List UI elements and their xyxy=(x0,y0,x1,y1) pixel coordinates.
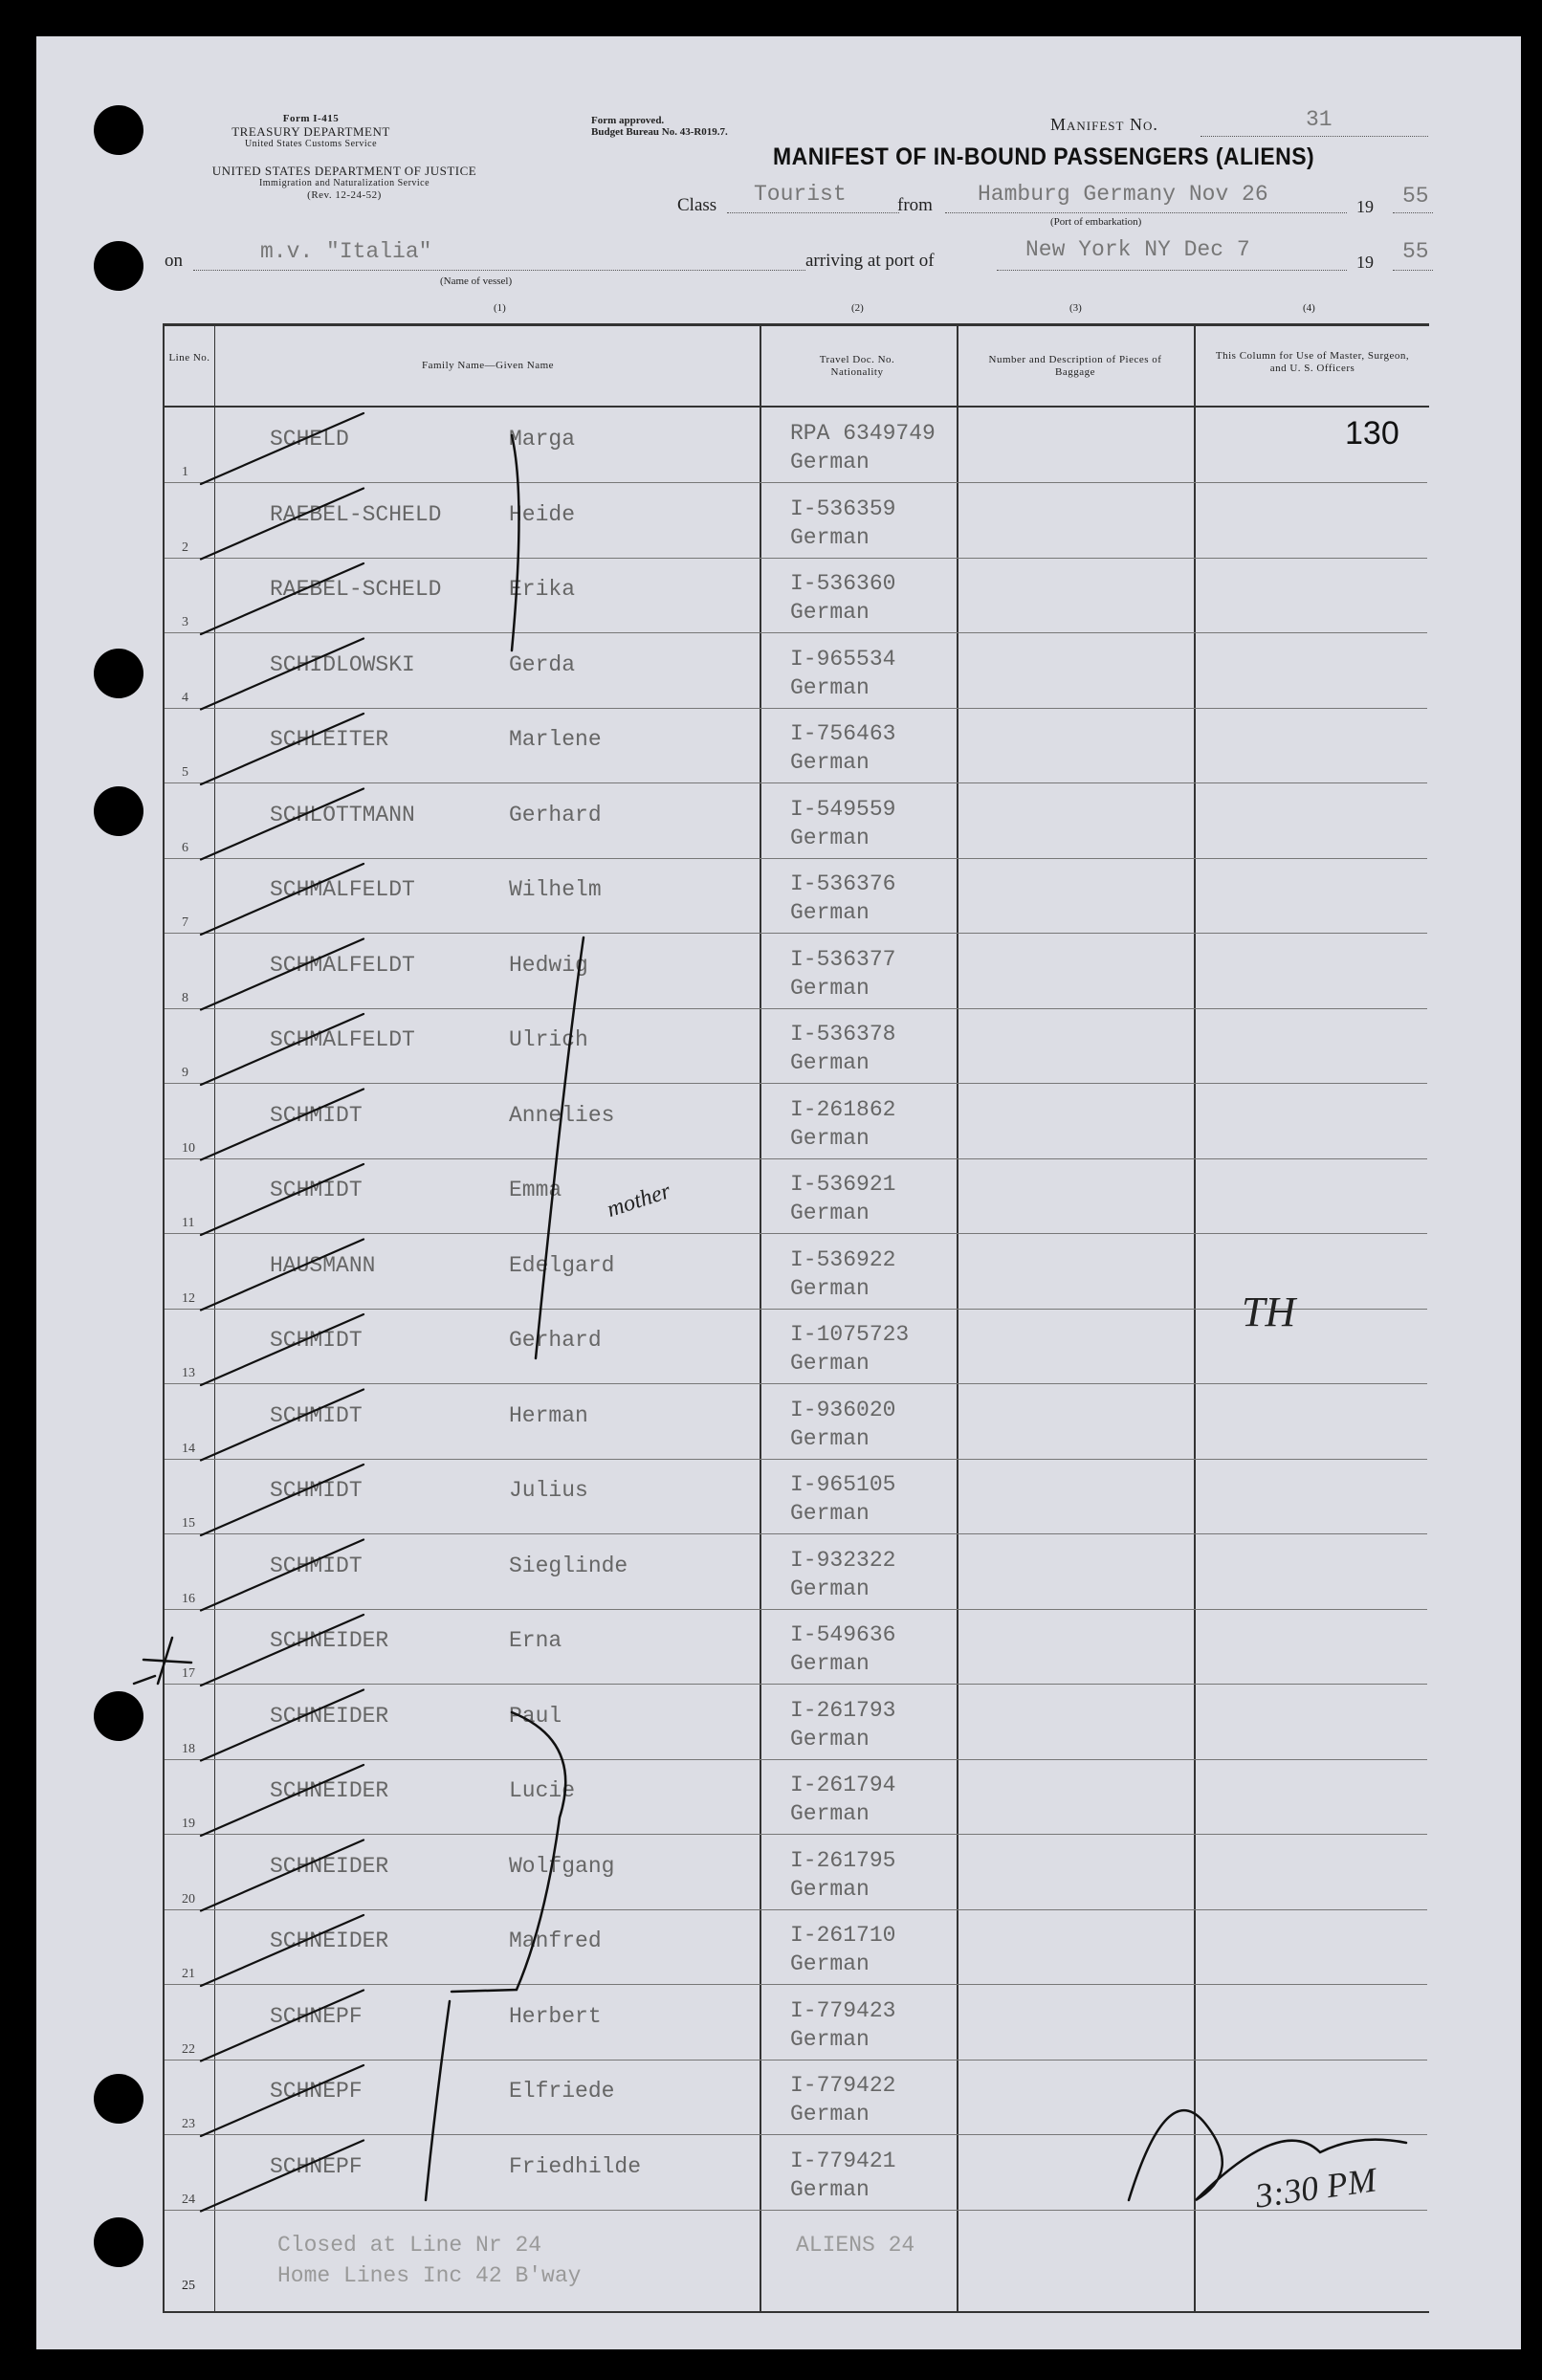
travel-doc-number: I-536360 xyxy=(790,571,896,596)
line-number: 23 xyxy=(182,2117,195,2131)
given-name: Erna xyxy=(509,1628,562,1653)
nationality: German xyxy=(790,1726,870,1752)
given-name: Lucie xyxy=(509,1778,576,1803)
year-value-1: 55 xyxy=(1402,184,1429,209)
col-header-travel-doc: Travel Doc. No. Nationality xyxy=(819,354,895,378)
port-embarkation-caption: (Port of embarkation) xyxy=(1050,216,1142,228)
line-number: 5 xyxy=(182,765,188,780)
check-mark xyxy=(201,1765,363,1836)
arrival-port-date: New York NY Dec 7 xyxy=(1025,237,1250,262)
line-number: 6 xyxy=(182,840,188,855)
family-name: SCHNEIDER xyxy=(270,1928,389,1953)
given-name: Gerda xyxy=(509,651,576,677)
closing-company: Home Lines Inc 42 B'way xyxy=(277,2263,582,2288)
nationality: German xyxy=(790,1125,870,1151)
check-mark xyxy=(201,1014,363,1085)
from-value: Hamburg Germany Nov 26 xyxy=(978,182,1268,207)
nationality: German xyxy=(790,2102,870,2127)
vessel-name: m.v. "Italia" xyxy=(260,239,432,264)
line-number: 1 xyxy=(182,465,188,479)
stamp-number: 130 xyxy=(1345,415,1399,452)
dept-treasury-sub: United States Customs Service xyxy=(244,139,378,149)
given-name: Marlene xyxy=(509,727,602,752)
form-approved: Form approved. xyxy=(591,115,665,126)
given-name: Elfriede xyxy=(509,2079,615,2104)
line-number: 15 xyxy=(182,1516,195,1531)
given-name: Erika xyxy=(509,577,576,602)
family-name: SCHNEPF xyxy=(270,2153,363,2179)
travel-doc-number: I-779422 xyxy=(790,2073,896,2098)
travel-doc-number: I-965105 xyxy=(790,1472,896,1497)
family-name: SCHNEIDER xyxy=(270,1703,389,1729)
year-prefix-2: 19 xyxy=(1356,253,1374,272)
given-name: Gerhard xyxy=(509,1328,602,1353)
class-value: Tourist xyxy=(754,182,847,207)
given-name: Sieglinde xyxy=(509,1553,628,1578)
line-number: 12 xyxy=(182,1290,195,1306)
family-name: SCHMALFELDT xyxy=(270,1027,415,1052)
line-number: 8 xyxy=(182,990,188,1005)
check-mark xyxy=(201,1090,363,1160)
nationality: German xyxy=(790,900,870,925)
given-name: Wolfgang xyxy=(509,1853,615,1879)
on-label: on xyxy=(165,251,183,271)
nationality: German xyxy=(790,674,870,700)
check-mark xyxy=(201,413,363,484)
family-name: SCHMALFELDT xyxy=(270,877,415,902)
check-mark xyxy=(201,489,363,560)
closing-aliens-count: ALIENS 24 xyxy=(796,2233,915,2258)
given-name: Julius xyxy=(509,1478,588,1503)
manifest-title: MANIFEST OF IN-BOUND PASSENGERS (ALIENS) xyxy=(773,143,1315,170)
nationality: German xyxy=(790,1201,870,1225)
given-name: Ulrich xyxy=(509,1027,588,1052)
family-name: SCHMIDT xyxy=(270,1102,363,1128)
year-value-2: 55 xyxy=(1402,239,1429,264)
col-header-name: Family Name—Given Name xyxy=(421,360,555,371)
col-header-baggage: Number and Description of Pieces of Baggage xyxy=(988,354,1162,378)
dept-justice: UNITED STATES DEPARTMENT OF JUSTICE xyxy=(211,164,477,178)
line-number: 24 xyxy=(182,2192,195,2207)
travel-doc-number: I-1075723 xyxy=(790,1322,910,1347)
travel-doc-number: I-261795 xyxy=(790,1847,896,1873)
travel-doc-number: I-936020 xyxy=(790,1397,896,1422)
given-name: Manfred xyxy=(509,1928,602,1953)
travel-doc-number: I-261862 xyxy=(790,1096,896,1122)
budget-bureau: Budget Bureau No. 43-R019.7. xyxy=(591,126,728,138)
check-mark xyxy=(201,1465,363,1535)
given-name: Herbert xyxy=(509,2003,602,2029)
travel-doc-number: I-536359 xyxy=(790,496,896,521)
line-number: 22 xyxy=(182,2041,195,2057)
nationality: German xyxy=(790,1425,870,1451)
given-name: Heide xyxy=(509,501,576,527)
check-mark xyxy=(201,1164,363,1235)
given-name: Edelgard xyxy=(509,1252,615,1278)
line-number: 16 xyxy=(182,1591,195,1606)
travel-doc-number: I-549636 xyxy=(790,1622,896,1647)
line-number: 20 xyxy=(182,1891,195,1906)
given-name: Hedwig xyxy=(509,952,588,978)
travel-doc-number: I-965534 xyxy=(790,646,896,672)
given-name: Gerhard xyxy=(509,802,602,827)
check-mark xyxy=(201,2065,363,2136)
nationality: German xyxy=(790,1050,870,1075)
family-name: SCHMIDT xyxy=(270,1553,363,1578)
given-name: Wilhelm xyxy=(509,877,602,902)
line-number: 19 xyxy=(182,1817,195,1831)
check-mark xyxy=(201,639,363,710)
family-name: RAEBEL-SCHELD xyxy=(270,501,442,527)
check-mark xyxy=(201,2141,363,2212)
family-name: SCHIDLOWSKI xyxy=(270,651,415,677)
line-number: 3 xyxy=(182,615,188,629)
bracket-mark xyxy=(512,435,519,650)
travel-doc-number: I-536377 xyxy=(790,946,896,972)
given-name: Paul xyxy=(509,1703,562,1729)
check-mark xyxy=(201,563,363,634)
family-name: SCHNEPF xyxy=(270,2079,363,2104)
line-number: 21 xyxy=(182,1967,195,1981)
col-header-officers: This Column for Use of Master, Surgeon, and U. S. Officers xyxy=(1215,350,1410,374)
nationality: German xyxy=(790,1275,870,1301)
nationality: German xyxy=(790,1501,870,1526)
family-name: SCHMIDT xyxy=(270,1478,363,1503)
travel-doc-number: I-261710 xyxy=(790,1923,896,1948)
family-name: SCHMALFELDT xyxy=(270,952,415,978)
col-header-line: Line No. xyxy=(168,352,210,364)
family-name: SCHLEITER xyxy=(270,727,389,752)
travel-doc-number: I-779423 xyxy=(790,1997,896,2023)
family-name: SCHNEIDER xyxy=(270,1628,389,1653)
nationality: German xyxy=(790,1876,870,1902)
travel-doc-number: I-536378 xyxy=(790,1022,896,1047)
form-number: Form I-415 xyxy=(282,113,340,124)
line-number: 13 xyxy=(182,1366,195,1380)
check-mark xyxy=(201,1240,363,1311)
year-prefix-1: 19 xyxy=(1356,197,1374,216)
travel-doc-number: I-549559 xyxy=(790,796,896,822)
closing-line: Closed at Line Nr 24 xyxy=(277,2233,542,2258)
nationality: German xyxy=(790,450,870,474)
check-mark xyxy=(201,939,363,1010)
given-name: Emma xyxy=(509,1178,562,1202)
nationality: German xyxy=(790,1651,870,1676)
check-mark xyxy=(201,1314,363,1385)
handwritten-mother-note: mother xyxy=(604,1179,674,1223)
given-name: Marga xyxy=(509,427,576,452)
travel-doc-number: I-536922 xyxy=(790,1246,896,1272)
check-mark xyxy=(201,1615,363,1686)
margin-mark xyxy=(134,1638,191,1684)
line-number: 17 xyxy=(182,1666,195,1681)
form-revision: (Rev. 12-24-52) xyxy=(307,189,382,201)
given-name: Herman xyxy=(509,1402,588,1428)
nationality: German xyxy=(790,600,870,625)
line-number: 11 xyxy=(182,1216,195,1230)
nationality: German xyxy=(790,2026,870,2052)
check-mark xyxy=(201,1540,363,1611)
signature-scribble xyxy=(1129,2110,1406,2200)
family-name: SCHLOTTMANN xyxy=(270,802,415,827)
given-name: Annelies xyxy=(509,1102,615,1128)
line-number: 2 xyxy=(182,540,188,555)
line-number: 7 xyxy=(182,915,188,930)
nationality: German xyxy=(790,2176,870,2202)
nationality: German xyxy=(790,825,870,850)
travel-doc-number: I-932322 xyxy=(790,1547,896,1573)
bracket-mark xyxy=(452,1712,565,1992)
manifest-no-value: 31 xyxy=(1306,107,1333,132)
bracket-mark xyxy=(426,2001,450,2200)
arriving-label: arriving at port of xyxy=(805,251,935,271)
travel-doc-number: I-756463 xyxy=(790,721,896,746)
line-number: 10 xyxy=(182,1140,195,1156)
signature-time: 3:30 PM xyxy=(1252,2160,1379,2215)
check-mark xyxy=(201,1915,363,1986)
col-num-4: (4) xyxy=(1303,302,1315,314)
line-number: 18 xyxy=(182,1741,195,1756)
family-name: SCHMIDT xyxy=(270,1178,363,1202)
travel-doc-number: I-536921 xyxy=(790,1172,896,1197)
family-name: SCHNEPF xyxy=(270,2003,363,2029)
check-mark xyxy=(201,1390,363,1461)
travel-doc-number: I-261794 xyxy=(790,1773,896,1797)
col-num-3: (3) xyxy=(1069,302,1082,314)
line-number: 9 xyxy=(182,1066,188,1080)
vessel-caption: (Name of vessel) xyxy=(440,275,513,287)
family-name: SCHELD xyxy=(270,427,349,452)
line-number: 4 xyxy=(182,690,188,705)
given-name: Friedhilde xyxy=(509,2153,642,2179)
check-mark xyxy=(201,1690,363,1761)
class-label: Class xyxy=(677,195,717,215)
nationality: German xyxy=(790,1576,870,1601)
dept-treasury: TREASURY DEPARTMENT xyxy=(231,124,390,139)
check-mark xyxy=(201,864,363,935)
nationality: German xyxy=(790,524,870,550)
col-num-2: (2) xyxy=(851,302,864,314)
nationality: German xyxy=(790,750,870,775)
travel-doc-number: I-261793 xyxy=(790,1697,896,1723)
manifest-no-label: Manifest No. xyxy=(1050,115,1158,134)
from-label: from xyxy=(897,195,933,215)
family-name: RAEBEL-SCHELD xyxy=(270,577,442,602)
nationality: German xyxy=(790,975,870,1001)
travel-doc-number: I-536376 xyxy=(790,871,896,896)
line-number-25: 25 xyxy=(182,2279,195,2293)
bracket-mark xyxy=(536,937,584,1358)
travel-doc-number: I-779421 xyxy=(790,2148,896,2173)
dept-justice-sub: Immigration and Naturalization Service xyxy=(258,178,430,188)
line-number: 14 xyxy=(182,1441,195,1456)
nationality: German xyxy=(790,1351,870,1376)
family-name: SCHNEIDER xyxy=(270,1778,389,1803)
check-mark xyxy=(201,1991,363,2061)
check-mark xyxy=(201,789,363,860)
family-name: SCHMIDT xyxy=(270,1328,363,1353)
family-name: SCHMIDT xyxy=(270,1402,363,1428)
travel-doc-number: RPA 6349749 xyxy=(790,421,936,446)
family-name: SCHNEIDER xyxy=(270,1853,389,1879)
check-mark xyxy=(201,714,363,784)
check-mark xyxy=(201,1840,363,1911)
officer-initials: TH xyxy=(1242,1289,1296,1335)
family-name: HAUSMANN xyxy=(270,1252,376,1278)
nationality: German xyxy=(790,1801,870,1826)
nationality: German xyxy=(790,1951,870,1976)
col-num-1: (1) xyxy=(494,302,506,314)
